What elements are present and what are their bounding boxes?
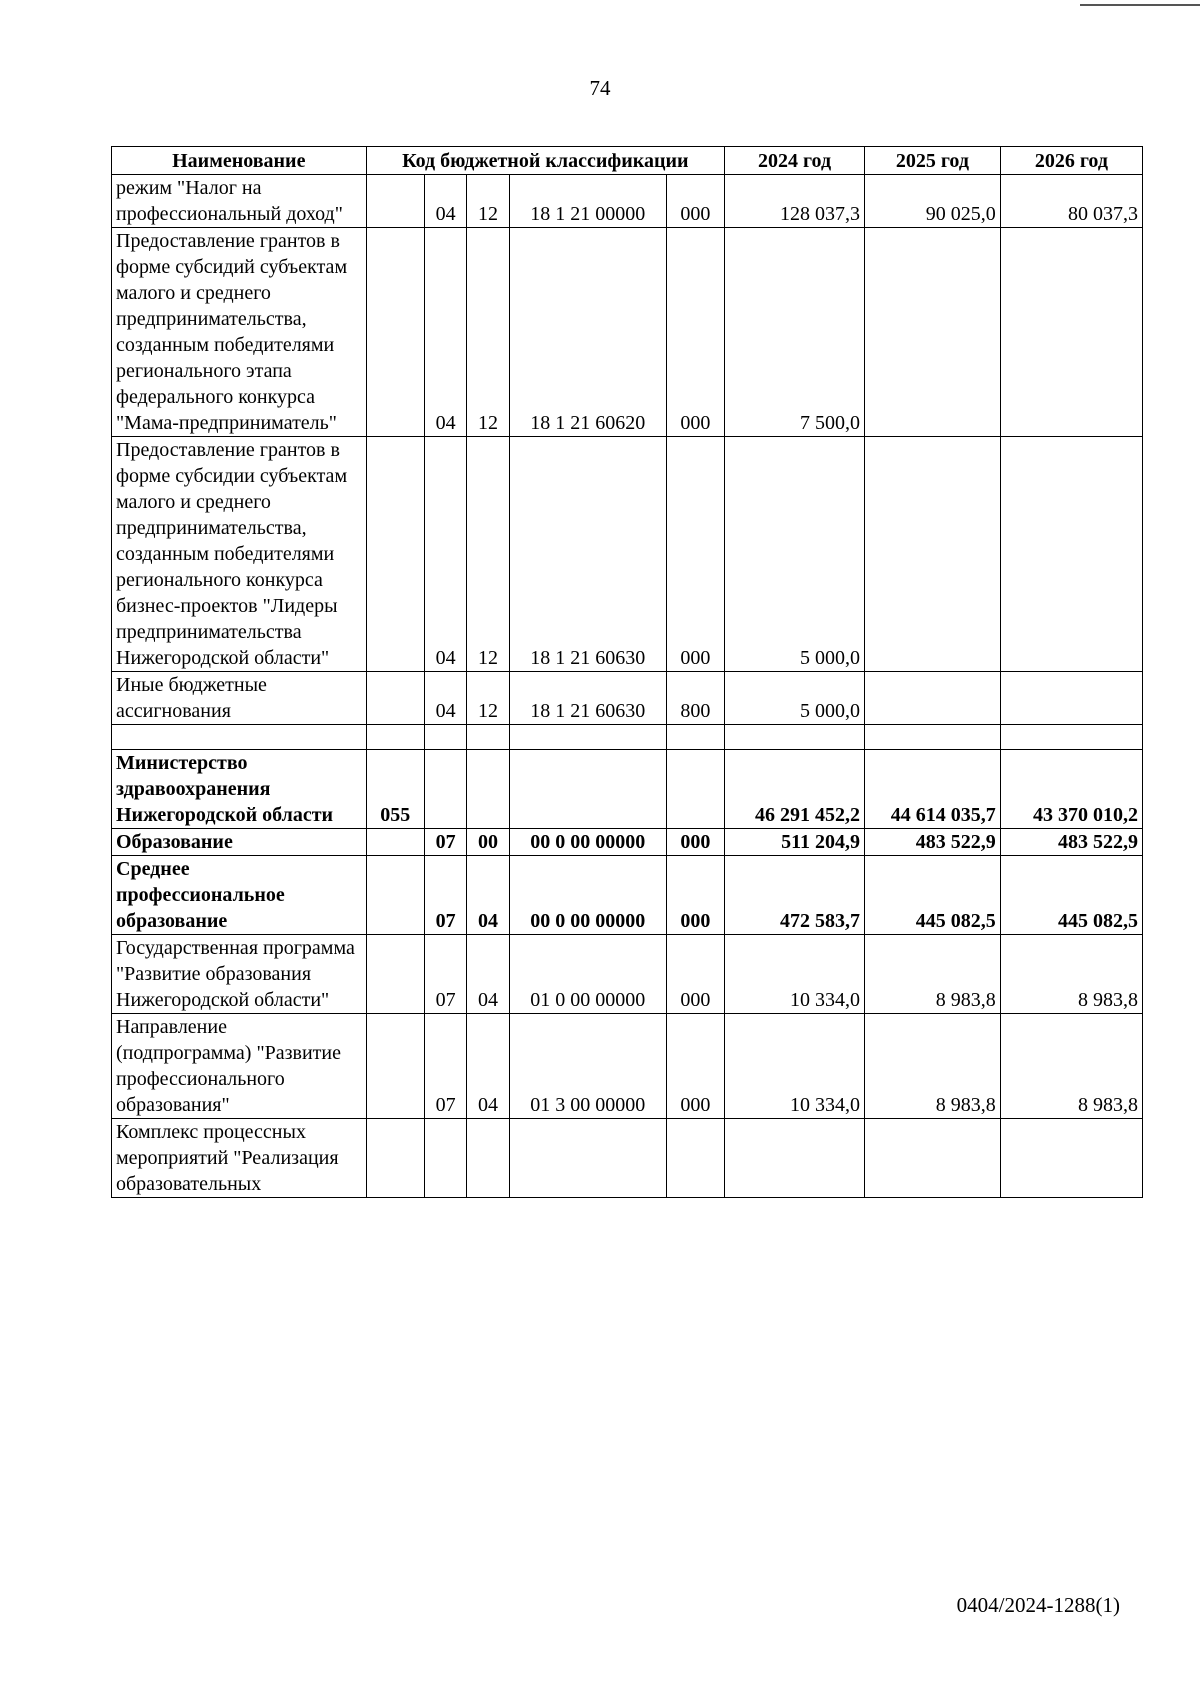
- cell-2024: [725, 725, 865, 750]
- cell-expense-type: 000: [666, 935, 724, 1014]
- cell-expense-type: 000: [666, 1014, 724, 1119]
- page-number: 74: [589, 76, 611, 100]
- header-2026: 2026 год: [1000, 147, 1142, 175]
- cell-name: Иные бюджетные ассигнования: [112, 672, 367, 725]
- cell-2024: 10 334,0: [725, 1014, 865, 1119]
- cell-section: 04: [424, 228, 466, 437]
- table-row: [112, 1119, 1143, 1198]
- cell-section: 04: [424, 672, 466, 725]
- cell-2025: 8 983,8: [865, 935, 1001, 1014]
- cell-target-article: 00 0 00 00000: [509, 856, 666, 935]
- cell-section: 07: [424, 829, 466, 856]
- document-code: 0404/2024-1288(1): [956, 1593, 1120, 1617]
- table-row: [112, 829, 1143, 856]
- cell-ministry-code: [366, 175, 424, 228]
- cell-2026: [1000, 1119, 1142, 1198]
- cell-subsection: 04: [467, 935, 509, 1014]
- cell-section: 07: [424, 935, 466, 1014]
- table-row: [112, 935, 1143, 1014]
- cell-subsection: [467, 725, 509, 750]
- cell-name: Предоставление грантов в форме субсидий субъектам малого и среднего предпринимательства, созданным победителями регионального этапа федерального конкурса "Мама-предприниматель": [112, 228, 367, 437]
- cell-subsection: 04: [467, 856, 509, 935]
- cell-2025: [865, 437, 1001, 672]
- cell-expense-type: [666, 725, 724, 750]
- cell-name: [112, 725, 367, 750]
- cell-2024: 46 291 452,2: [725, 750, 865, 829]
- cell-ministry-code: [366, 725, 424, 750]
- cell-name: Образование: [112, 829, 367, 856]
- cell-2026: 8 983,8: [1000, 935, 1142, 1014]
- cell-2024: 511 204,9: [725, 829, 865, 856]
- cell-ministry-code: [366, 856, 424, 935]
- cell-2025: 44 614 035,7: [865, 750, 1001, 829]
- budget-table: [111, 146, 1143, 1198]
- cell-2026: 483 522,9: [1000, 829, 1142, 856]
- header-2025: 2025 год: [865, 147, 1001, 175]
- header-code: Код бюджетной классификации: [366, 147, 724, 175]
- cell-2024: [725, 1119, 865, 1198]
- cell-2026: 445 082,5: [1000, 856, 1142, 935]
- table-row: [112, 1014, 1143, 1119]
- cell-2026: [1000, 437, 1142, 672]
- table-row: [112, 856, 1143, 935]
- table-row: [112, 750, 1143, 829]
- cell-target-article: 18 1 21 60630: [509, 672, 666, 725]
- cell-subsection: 12: [467, 672, 509, 725]
- table-body: [112, 175, 1143, 1198]
- cell-ministry-code: [366, 437, 424, 672]
- cell-target-article: 00 0 00 00000: [509, 829, 666, 856]
- cell-target-article: [509, 725, 666, 750]
- cell-ministry-code: [366, 672, 424, 725]
- cell-target-article: 01 0 00 00000: [509, 935, 666, 1014]
- cell-section: 04: [424, 175, 466, 228]
- cell-2024: 7 500,0: [725, 228, 865, 437]
- cell-name: Направление (подпрограмма) "Развитие профессионального образования": [112, 1014, 367, 1119]
- table-row: [112, 437, 1143, 672]
- header-2024: 2024 год: [725, 147, 865, 175]
- cell-expense-type: 000: [666, 437, 724, 672]
- table-row: [112, 672, 1143, 725]
- cell-section: [424, 1119, 466, 1198]
- cell-2025: 445 082,5: [865, 856, 1001, 935]
- table-header-row: [112, 147, 1143, 175]
- cell-subsection: 12: [467, 175, 509, 228]
- cell-subsection: 12: [467, 228, 509, 437]
- cell-expense-type: [666, 1119, 724, 1198]
- cell-name: режим "Налог на профессиональный доход": [112, 175, 367, 228]
- cell-ministry-code: [366, 829, 424, 856]
- cell-ministry-code: 055: [366, 750, 424, 829]
- cell-target-article: 01 3 00 00000: [509, 1014, 666, 1119]
- cell-2026: [1000, 228, 1142, 437]
- cell-expense-type: 000: [666, 175, 724, 228]
- cell-section: [424, 750, 466, 829]
- cell-target-article: 18 1 21 60620: [509, 228, 666, 437]
- cell-2025: [865, 228, 1001, 437]
- cell-subsection: [467, 1119, 509, 1198]
- cell-2026: 8 983,8: [1000, 1014, 1142, 1119]
- cell-target-article: [509, 1119, 666, 1198]
- cell-2024: 10 334,0: [725, 935, 865, 1014]
- cell-subsection: [467, 750, 509, 829]
- cell-section: 07: [424, 856, 466, 935]
- cell-subsection: 04: [467, 1014, 509, 1119]
- cell-section: 07: [424, 1014, 466, 1119]
- cell-target-article: [509, 750, 666, 829]
- cell-2024: 5 000,0: [725, 672, 865, 725]
- cell-2025: [865, 725, 1001, 750]
- cell-expense-type: 800: [666, 672, 724, 725]
- top-edge-rule: [1080, 4, 1200, 6]
- cell-2026: [1000, 725, 1142, 750]
- cell-2024: 128 037,3: [725, 175, 865, 228]
- cell-subsection: 12: [467, 437, 509, 672]
- cell-2025: 483 522,9: [865, 829, 1001, 856]
- header-name: Наименование: [112, 147, 367, 175]
- cell-ministry-code: [366, 228, 424, 437]
- cell-ministry-code: [366, 935, 424, 1014]
- cell-subsection: 00: [467, 829, 509, 856]
- cell-expense-type: [666, 750, 724, 829]
- cell-ministry-code: [366, 1119, 424, 1198]
- cell-2026: [1000, 672, 1142, 725]
- cell-name: Министерство здравоохранения Нижегородской области: [112, 750, 367, 829]
- cell-name: Государственная программа "Развитие образования Нижегородской области": [112, 935, 367, 1014]
- cell-2024: 472 583,7: [725, 856, 865, 935]
- cell-2025: [865, 1119, 1001, 1198]
- cell-section: [424, 725, 466, 750]
- cell-name: Среднее профессиональное образование: [112, 856, 367, 935]
- table-row: [112, 175, 1143, 228]
- cell-ministry-code: [366, 1014, 424, 1119]
- cell-target-article: 18 1 21 60630: [509, 437, 666, 672]
- cell-name: Комплекс процессных мероприятий "Реализация образовательных: [112, 1119, 367, 1198]
- cell-name: Предоставление грантов в форме субсидии субъектам малого и среднего предпринимательства, созданным победителями регионального конкурса бизнес-проектов "Лидеры предпринимательства Нижегородской области": [112, 437, 367, 672]
- cell-2025: 90 025,0: [865, 175, 1001, 228]
- cell-2025: [865, 672, 1001, 725]
- cell-expense-type: 000: [666, 228, 724, 437]
- table-row: [112, 228, 1143, 437]
- cell-section: 04: [424, 437, 466, 672]
- table-row: [112, 725, 1143, 750]
- cell-expense-type: 000: [666, 856, 724, 935]
- cell-expense-type: 000: [666, 829, 724, 856]
- cell-target-article: 18 1 21 00000: [509, 175, 666, 228]
- cell-2025: 8 983,8: [865, 1014, 1001, 1119]
- cell-2024: 5 000,0: [725, 437, 865, 672]
- cell-2026: 43 370 010,2: [1000, 750, 1142, 829]
- cell-2026: 80 037,3: [1000, 175, 1142, 228]
